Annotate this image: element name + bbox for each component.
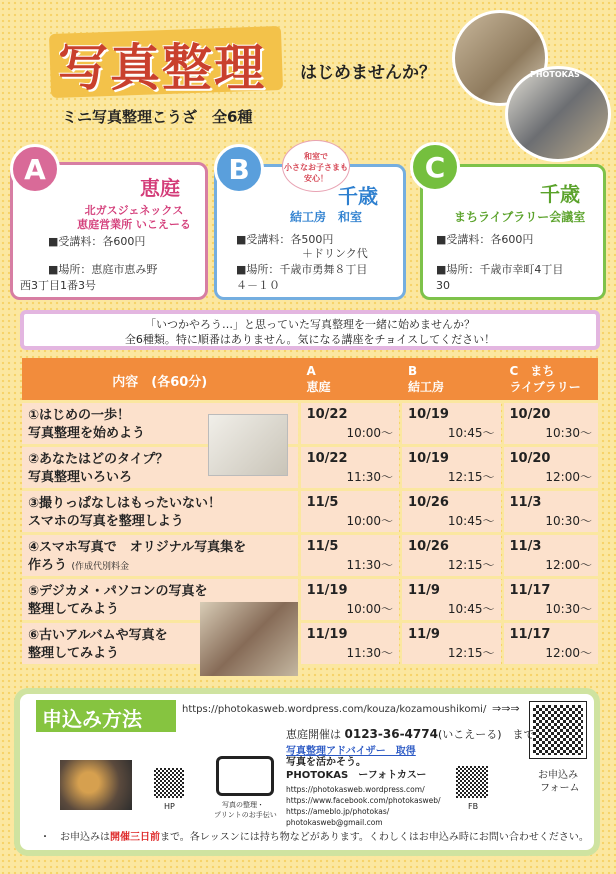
header-c-name: ライブラリー (509, 380, 581, 394)
session-cell-b (402, 403, 500, 444)
session-time: 12:00〜 (545, 646, 592, 660)
location-a-fee: ■受講料：各600円 (48, 235, 146, 248)
session-cell-c (504, 403, 599, 444)
schedule-table (22, 358, 598, 664)
location-b-badge: B (214, 144, 264, 194)
session-date: 11/3 (509, 539, 542, 554)
session-date: 10/26 (408, 495, 449, 510)
session-cell-b (402, 491, 500, 532)
session-time: 10:45〜 (447, 514, 495, 528)
location-b-place-1: ■場所：千歳市勇舞８丁目 (236, 263, 368, 276)
session-date: 11/17 (509, 583, 551, 598)
session-cell-b (402, 579, 500, 620)
course-note: (作成代別料金 (71, 562, 130, 572)
course-line-2-text: 整理してみよう (28, 602, 120, 617)
photokas-camera-logo-icon (216, 756, 274, 796)
table-row (22, 532, 598, 576)
advisor-label: 写真整理アドバイザー 取得 (286, 746, 416, 757)
intro-line-2: 全6種類。特に順番はありません。気になる講座をチョイスしてください！ (124, 333, 496, 346)
location-b-venue: 結工房 和室 (290, 210, 363, 224)
footnote-post: まで。各レッスンには持ち物などがあります。くわしくはお申込み時にお問い合わせください。 (160, 832, 589, 843)
session-time: 10:00〜 (346, 514, 394, 528)
intro-message (20, 310, 600, 350)
session-cell-a (301, 403, 399, 444)
session-cell-c (504, 623, 599, 664)
location-b-fee-1: ■受講料：各500円 (236, 233, 334, 246)
note-line-1: 和室で (304, 152, 328, 161)
session-time: 10:00〜 (346, 602, 394, 616)
note-line-3: 安心！ (304, 174, 328, 183)
header-col-c (504, 358, 599, 400)
session-date: 10/26 (408, 539, 449, 554)
location-a-badge: A (10, 144, 60, 194)
session-cell-c (504, 447, 599, 488)
location-c-place-1: ■場所：千歳市幸町4丁目 (436, 263, 564, 276)
phone-prefix: 恵庭開催は (286, 728, 341, 741)
footnote-pre: ・ お申込みは (40, 832, 110, 843)
page-title: 写真整理 (58, 39, 266, 97)
phone-suffix: (いこえーる) まで (437, 728, 535, 741)
session-time: 10:45〜 (447, 426, 495, 440)
session-date: 11/9 (408, 583, 440, 598)
session-time: 10:00〜 (346, 426, 394, 440)
course-line-1: ③撮りっぱなしはもったいない！ (28, 496, 222, 511)
session-cell-b (402, 535, 500, 576)
session-date: 10/22 (306, 407, 348, 422)
slogan: 写真を活かそう。 (286, 757, 366, 768)
session-date: 11/17 (509, 627, 551, 642)
course-line-2-text: 作ろう (28, 558, 68, 573)
session-cell-b (402, 623, 500, 664)
table-row (22, 488, 598, 532)
course-line-2-text: スマホの写真を整理しよう (28, 514, 184, 529)
session-date: 10/20 (509, 407, 551, 422)
header-b-letter: B (408, 364, 418, 378)
header-a-letter: A (306, 364, 316, 378)
location-c-venue: まちライブラリー会議室 (454, 210, 586, 224)
link-wordpress[interactable]: https://photokasweb.wordpress.com/ (286, 785, 425, 794)
session-date: 11/5 (306, 495, 339, 510)
header-content: 内容 (各60分) (112, 375, 208, 390)
session-cell-a (301, 535, 399, 576)
location-c-place-2: 30 (436, 279, 450, 292)
session-time: 11:30〜 (346, 470, 394, 484)
table-row (22, 576, 598, 620)
workshop-photo-2 (505, 66, 611, 162)
session-time: 10:30〜 (545, 602, 592, 616)
course-line-2-text: 写真整理を始めよう (28, 426, 146, 441)
session-date: 11/19 (306, 583, 348, 598)
location-b-name: 千歳 (338, 184, 378, 208)
session-time: 12:00〜 (545, 558, 592, 572)
session-time: 12:15〜 (447, 646, 495, 660)
title-question: はじめませんか？ (300, 63, 436, 83)
location-a-place-2: 西3丁目1番3号 (20, 279, 96, 292)
table-row (22, 400, 598, 444)
course-line-1: ⑥古いアルバムや写真を (28, 628, 168, 643)
form-label-2: フォーム (540, 783, 580, 794)
session-time: 11:30〜 (346, 558, 394, 572)
session-cell-c (504, 579, 599, 620)
course-title (22, 535, 298, 576)
course-line-2-text: 写真整理いろいろ (28, 470, 133, 485)
page-subtitle: ミニ写真整理こうざ 全6種 (62, 108, 253, 126)
course-line-2 (28, 513, 298, 532)
session-cell-a (301, 579, 399, 620)
location-a-name: 恵庭 (140, 176, 180, 200)
location-a-venue-2: 恵庭営業所 いこえーる (77, 218, 191, 231)
footnote (40, 828, 589, 843)
table-row (22, 620, 598, 664)
header-col-b (402, 358, 501, 400)
location-c-name: 千歳 (540, 182, 580, 206)
session-date: 11/5 (306, 539, 339, 554)
header-c-letter: C まち (509, 364, 555, 378)
header-a-name: 恵庭 (306, 380, 331, 394)
location-a-venue-1: 北ガスジェネックス (84, 204, 184, 217)
apply-url[interactable]: https://photokasweb.wordpress.com/kouza/kozamoushikomi/ (182, 704, 487, 715)
table-row (22, 444, 598, 488)
session-time: 11:30〜 (346, 646, 394, 660)
link-facebook[interactable]: https://www.facebook.com/photokasweb/ (286, 796, 441, 805)
session-date: 11/19 (306, 627, 348, 642)
location-a-place-1: ■場所：恵庭市恵み野 (48, 263, 158, 276)
contact-links (286, 784, 441, 828)
course-line-1: ①はじめの一歩！ (28, 408, 131, 423)
course-line-2-text: 整理してみよう (28, 646, 120, 661)
fb-label: FB (468, 802, 479, 811)
session-time: 10:30〜 (545, 426, 592, 440)
session-time: 10:30〜 (545, 514, 592, 528)
apply-form-qr[interactable] (530, 702, 586, 758)
session-cell-a (301, 623, 399, 664)
apply-title: 申込み方法 (36, 700, 176, 732)
photo-watermark: PHOTOKAS (530, 70, 580, 79)
header-b-name: 結工房 (408, 380, 445, 394)
session-date: 10/22 (306, 451, 348, 466)
session-time: 12:00〜 (545, 470, 592, 484)
phone-line (286, 726, 535, 742)
course-line-1: ②あなたはどのタイプ？ (28, 452, 169, 467)
logo-caption-2: プリントのお手伝い (214, 811, 277, 819)
hp-label: HP (164, 802, 175, 811)
intro-line-1: 「いつかやろう…」と思っていた写真整理を一緒に始めませんか？ (145, 318, 475, 331)
session-time: 12:15〜 (447, 470, 495, 484)
note-line-2: 小さなお子さまも (284, 163, 348, 172)
session-date: 10/20 (509, 451, 551, 466)
session-date: 10/19 (408, 451, 449, 466)
course-line-1: ⑤デジカメ・パソコンの写真を (28, 584, 208, 599)
session-date: 11/9 (408, 627, 440, 642)
link-email[interactable]: photokasweb@gmail.com (286, 818, 383, 827)
link-ameblo[interactable]: https://ameblo.jp/photokas/ (286, 807, 390, 816)
location-c-fee: ■受講料：各600円 (436, 233, 534, 246)
session-cell-a (301, 447, 399, 488)
arrow-icon: ⇒⇒⇒ (492, 702, 520, 715)
table-header (22, 358, 598, 400)
location-b-fee-2: ＋ドリンク代 (302, 247, 368, 260)
session-time: 12:15〜 (447, 558, 495, 572)
phone-number[interactable]: 0123-36-4774 (344, 727, 438, 741)
form-label-1: お申込み (538, 770, 578, 781)
location-b-place-2: ４－１０ (236, 279, 280, 292)
course-title (22, 491, 298, 532)
header-col-a (301, 358, 400, 400)
session-date: 10/19 (408, 407, 449, 422)
fb-qr[interactable] (456, 766, 488, 798)
logo-caption-1: 写真の整理・ (222, 801, 264, 809)
course-thumbnail-2 (200, 602, 298, 676)
cookies-photo (60, 760, 132, 810)
session-time: 10:45〜 (447, 602, 495, 616)
course-thumbnail-1 (208, 414, 288, 476)
course-line-1: ④スマホ写真で オリジナル写真集を (28, 540, 247, 555)
session-cell-c (504, 491, 599, 532)
session-cell-b (402, 447, 500, 488)
course-line-2 (28, 557, 298, 576)
session-date: 11/3 (509, 495, 542, 510)
session-cell-c (504, 535, 599, 576)
brand-name: PHOTOKAS ーフォトカスー (286, 770, 427, 781)
hp-qr[interactable] (154, 768, 184, 798)
location-c-badge: C (410, 142, 460, 192)
session-cell-a (301, 491, 399, 532)
footnote-deadline: 開催三日前 (110, 832, 160, 843)
